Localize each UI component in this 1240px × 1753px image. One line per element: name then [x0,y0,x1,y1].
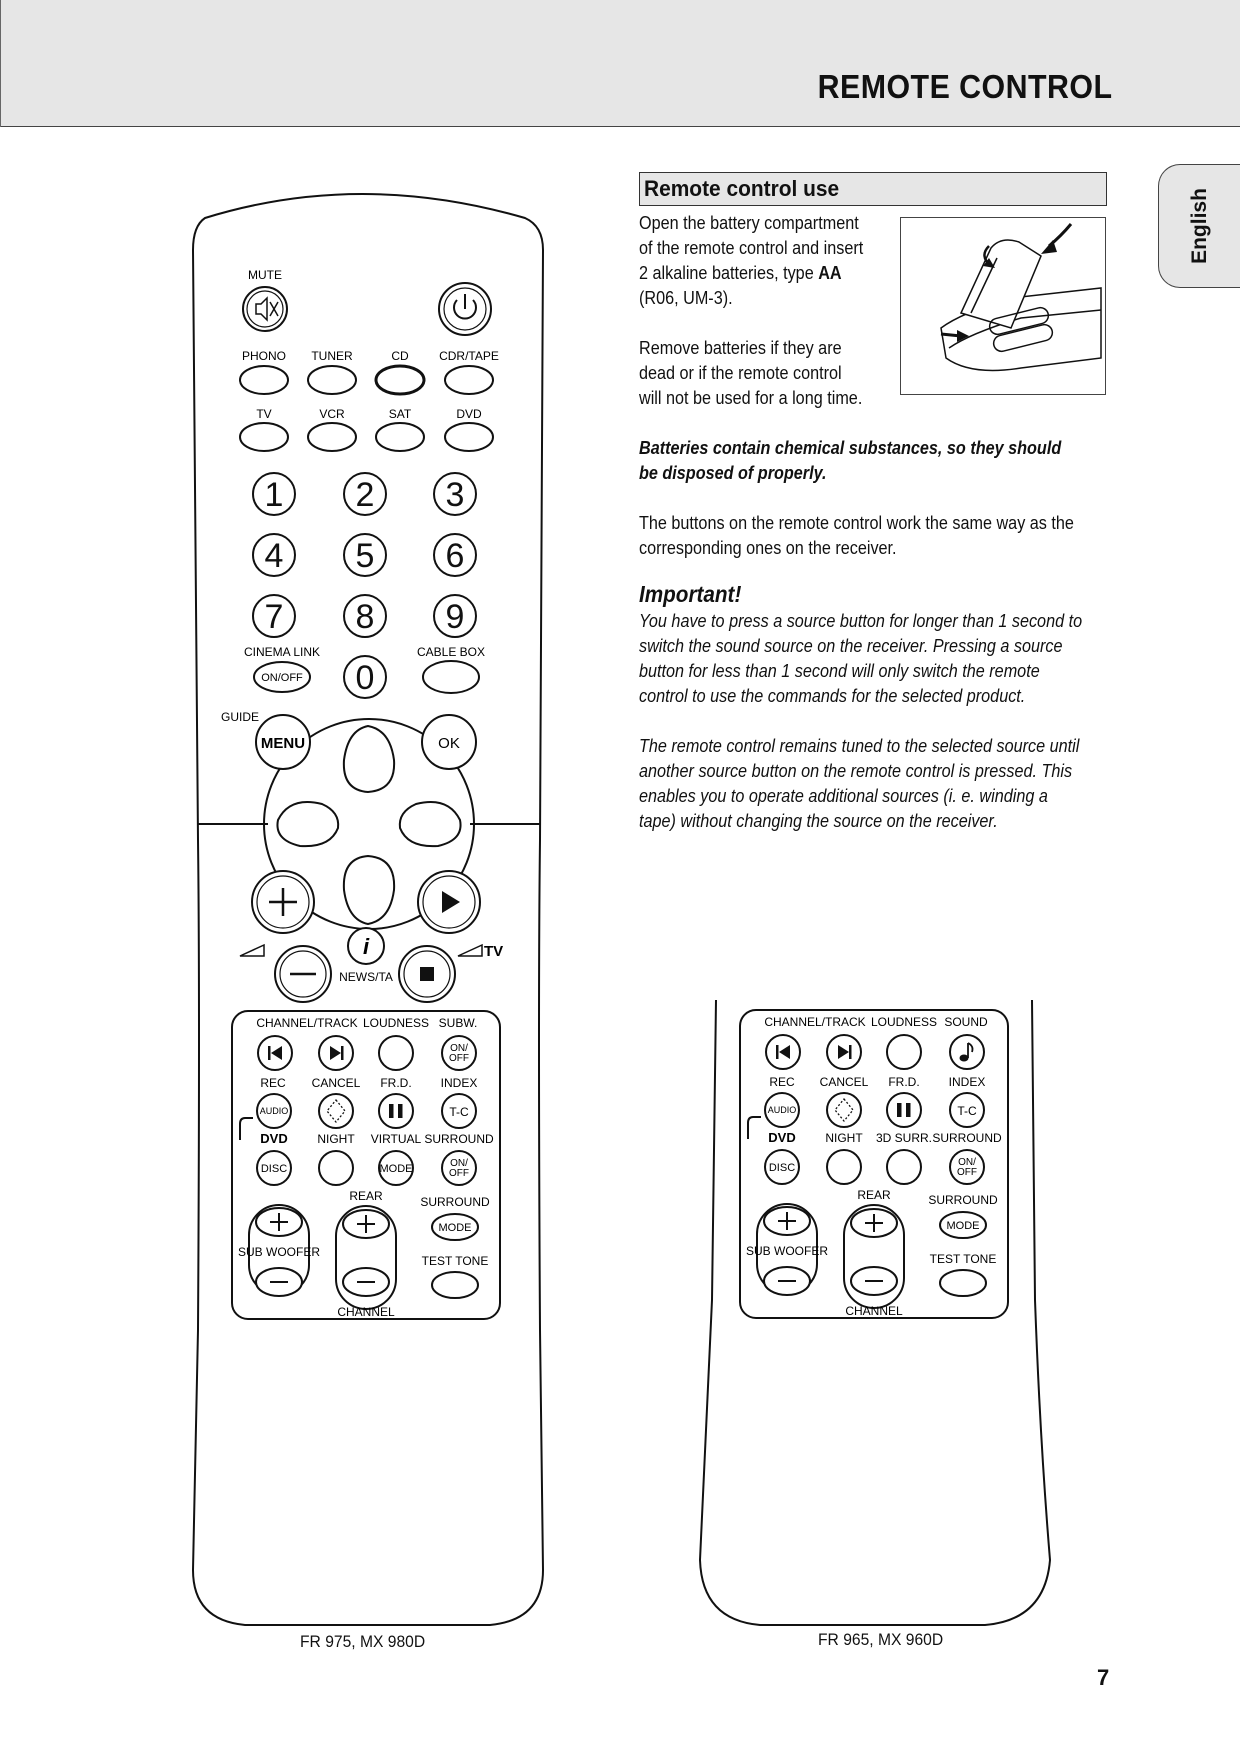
digit-2-label: 2 [355,476,375,514]
digit-1-label: 1 [264,476,284,514]
small-test-tone-label: TEST TONE [929,1252,997,1266]
digit-7-label: 7 [264,598,284,636]
small-night-label: NIGHT [825,1131,863,1145]
channel-track-label: CHANNEL/TRACK [256,1016,358,1030]
subwoofer-label: SUB WOOFER [237,1245,321,1259]
digit-6-label: 6 [445,537,465,575]
small-disc-button[interactable] [765,1150,799,1184]
small-3d-surr-label: 3D SURR. [875,1131,933,1145]
small-loudness-button[interactable] [887,1035,921,1069]
important-line: button for less than 1 second will only switch the remote [639,661,1040,681]
intro-line: Open the battery compartment [639,213,859,233]
frd-label: FR.D. [380,1076,412,1090]
language-label: English [1187,188,1211,264]
news-ta-label: NEWS/TA [339,970,393,984]
important-line: control to use the commands for the selected product. [639,686,1026,706]
digit-0-label: 0 [355,659,375,697]
small-sound-button[interactable] [950,1035,984,1069]
small-test-tone-button[interactable] [940,1270,986,1296]
channel-label: CHANNEL [337,1305,395,1319]
cinema-link-on-off-label: ON/OFF [261,672,303,684]
virtual-mode-label: MODE [379,1163,413,1175]
subwoofer-label: SUBW. [438,1016,478,1030]
surround-on-label: ON/ [450,1158,468,1169]
important-line: switch the sound source on the receiver. Pressing a source [639,636,1063,656]
small-channel-track-label: CHANNEL/TRACK [764,1015,866,1029]
small-surround-mode-button-label: MODE [946,1220,980,1232]
caption-small-remote: FR 965, MX 960D [818,1630,944,1649]
tv-volume-label: TV [484,943,504,960]
small-rear-up-button[interactable] [851,1209,897,1237]
page-title: REMOTE CONTROL [817,68,1112,105]
warning-line: be disposed of properly. [639,463,827,483]
small-audio-rec-button[interactable] [765,1093,799,1127]
important-line: The remote control remains tuned to the selected source until [639,736,1080,756]
source-label-sat: SAT [388,407,412,421]
rear-label: REAR [349,1189,383,1203]
digit-8-label: 8 [355,598,375,636]
intro-line: (R06, UM-3). [639,288,733,308]
small-cancel-button[interactable] [827,1093,861,1127]
digit-5-label: 5 [355,537,375,575]
source-label-cdr-tape: CDR/TAPE [439,349,499,363]
important-line: another source button on the remote control is pressed. This [639,761,1073,781]
source-label-tv: TV [256,407,272,421]
buttons-line: corresponding ones on the receiver. [639,538,897,558]
small-pause-button[interactable] [887,1093,921,1127]
surround-mode-label: SURROUND [420,1195,490,1209]
subwoofer-off-label: OFF [449,1053,469,1064]
subwoofer-on-label: ON/ [450,1043,468,1054]
index-label: INDEX [440,1076,478,1090]
small-rear-label: REAR [857,1188,891,1202]
section-title: Remote control use [644,176,840,201]
small-audio-label: AUDIO [767,1105,797,1115]
virtual-label: VIRTUAL [370,1132,422,1146]
intro-line: of the remote control and insert [639,238,864,258]
small-surround-mode-label: SURROUND [928,1193,998,1207]
digit-3-label: 3 [445,476,465,514]
important-line: You have to press a source button for longer than 1 second to [639,611,1083,631]
source-label-cd: CD [391,349,409,363]
small-rear-down-button[interactable] [851,1267,897,1295]
disc-label: DISC [260,1163,288,1175]
small-cancel-label: CANCEL [819,1075,869,1089]
intro-line-text: 2 alkaline batteries, type [639,263,814,283]
digit-4-label: 4 [264,537,284,575]
small-previous-track-button[interactable] [766,1035,800,1069]
small-subwoofer-up-button[interactable] [764,1207,810,1235]
guide-label: GUIDE [220,710,260,724]
mute-label: MUTE [248,268,282,282]
small-tc-label: T-C [957,1104,977,1118]
audio-label: AUDIO [259,1106,289,1116]
menu-label: MENU [260,735,306,752]
source-label-phono: PHONO [241,349,287,363]
battery-type: AA [818,263,842,283]
small-tc-index-button[interactable] [950,1093,984,1127]
surround-label: SURROUND [424,1132,494,1146]
rec-label: REC [260,1076,286,1090]
small-subwoofer-down-button[interactable] [764,1267,810,1295]
night-label: NIGHT [317,1132,355,1146]
important-line: enables you to operate additional sources (i. e. winding a [639,786,1048,806]
small-channel-label: CHANNEL [845,1304,903,1318]
important-title: Important! [639,581,742,607]
digit-9-label: 9 [445,598,465,636]
important-line: tape) without changing the source on the receiver. [639,811,998,831]
info-icon: i [362,934,370,959]
surround-off-label: OFF [449,1168,469,1179]
small-surround-mode-button[interactable] [940,1212,986,1238]
remove-line: dead or if the remote control [639,363,842,383]
small-3d-surround-button[interactable] [887,1150,921,1184]
small-surround-label: SURROUND [932,1131,1002,1145]
small-surround-off-label: OFF [957,1167,977,1178]
cancel-label: CANCEL [311,1076,361,1090]
small-dvd-mode-label: DVD [768,1130,796,1145]
small-loudness-label: LOUDNESS [870,1015,938,1029]
tc-label: T-C [449,1105,469,1119]
remove-line: Remove batteries if they are [639,338,842,358]
source-label-vcr: VCR [319,407,345,421]
warning-line: Batteries contain chemical substances, so they should [639,438,1062,458]
small-index-label: INDEX [948,1075,986,1089]
ok-label: OK [438,735,460,752]
loudness-label: LOUDNESS [362,1016,430,1030]
remove-line: will not be used for a long time. [639,388,863,408]
source-label-dvd: DVD [456,407,482,421]
surround-mode-button-label: MODE [438,1222,472,1234]
small-sound-label: SOUND [944,1015,988,1029]
page-number: 7 [1097,1665,1110,1690]
buttons-line: The buttons on the remote control work the same way as the [639,513,1074,533]
small-next-track-button[interactable] [827,1035,861,1069]
dvd-mode-label: DVD [260,1131,288,1146]
small-frd-label: FR.D. [888,1075,920,1089]
source-label-tuner: TUNER [311,349,353,363]
small-subwoofer-label: SUB WOOFER [745,1244,829,1258]
small-night-button[interactable] [827,1150,861,1184]
small-disc-label: DISC [768,1162,796,1174]
test-tone-label: TEST TONE [421,1254,489,1268]
small-surround-on-off-button[interactable] [950,1150,984,1184]
cinema-link-label: CINEMA LINK [243,645,321,659]
cable-box-label: CABLE BOX [416,645,486,659]
caption-large-remote: FR 975, MX 980D [300,1632,426,1651]
small-rec-label: REC [769,1075,795,1089]
small-surround-on-label: ON/ [958,1157,976,1168]
